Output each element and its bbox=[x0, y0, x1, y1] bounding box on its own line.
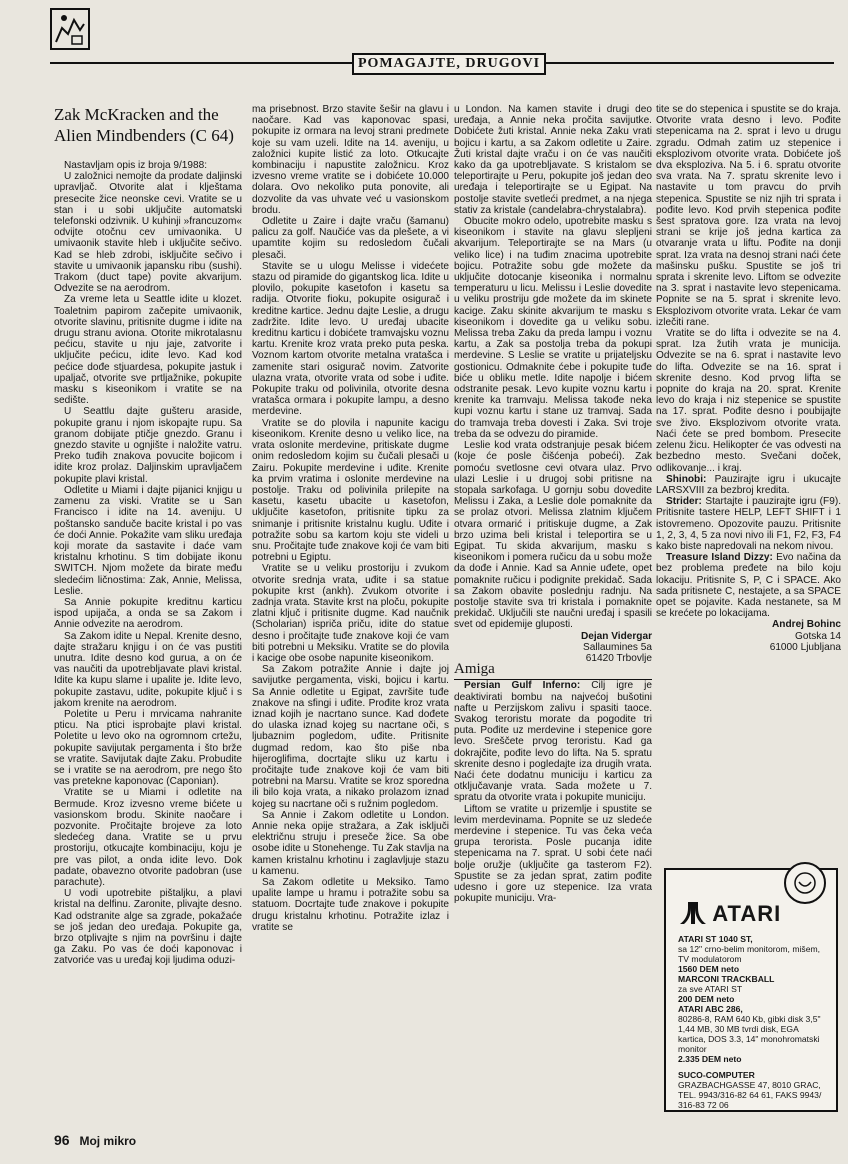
paragraph: U Seattlu dajte gušteru araside, pokupite granu i njom iskopajte rupu. Sa granom dobijate ptičje gnezdo. Granu i gnezdo stavite u ognjište i naložite vatru. Preko tuđih znakova povucite bojicom i idite kroz prolaz. Daljinskim upravljačem pokupite plavi kristal. bbox=[54, 406, 242, 485]
paragraph-text: Cilj igre je deaktivirati bombu na najvećoj bušotini nafte u Perzijskom zalivu i spasiti taoce. Svakog teroristu morate da pogodite tri puta. Pođite uz merdevine i stepenice gore levo. Sreščete prvog teroristu. Kad ga dokrajčite, pođite levo do lifta. Na 5. spratu skrenite desno i pogledajte iza drugih vrata. Naći ćete dodatnu municiju i karticu za otključavanje vrata. Sada možete u 7. spratu da otvorite vrata i pokupite municiju. bbox=[454, 680, 652, 804]
game-title: Treasure Island Dizzy: bbox=[666, 552, 773, 564]
paragraph bbox=[454, 680, 652, 803]
paragraph: Sa Annie i Zakom odletite u London. Annie neka opije stražara, a Zak isključi električnu struju i preseče žice. Sa obe osobe idite u Stonehenge. Tu Zak stavlja na kamen kristalnu krhotinu i zaglavljuje stazu u kamenu. bbox=[252, 809, 449, 877]
paragraph: Liftom se vratite u prizemlje i spustite se levim merdevinama. Popnite se uz sledeće merdevine i stepenice. Tu vas čeka veća grupa terorista. Posle pucanja idite stepenicama na 7. sprat. U sobi ćete naći bolje oružje (uključite ga tasterom F2). Spustite se za jedan sprat, zatim pođite udesno i gore uz stepenice. Iza vrata pokupite municiju. Vra- bbox=[454, 803, 652, 905]
game-title: Persian Gulf Inferno: bbox=[464, 680, 581, 692]
paragraph: Stavite se u ulogu Melisse i videćete stazu od piramide do gigantskog lica. Idite u plovilo, pokupite kasetofon i kasetu sa radija. Otvorite fioku, pokupite osigurač i kreditne kartice. Jednu dajte Leslie, a drugu zadržite. Idite levo. U uređaj ubacite kreditnu karticu i dobićete tramvajsku voznu kartu. Krenite kroz vrata preko puta peska. Voznom kartom otvorite metalna vratašca i zamenite stari osigurač novim. Zatvorite ulazna vrata, otvorite vrata od sobe i uđite. Pokupite traku od polivinila, otvorite desna vratašca ormara i pokupite lampu, a desno merdevine. bbox=[252, 260, 449, 418]
paragraph bbox=[656, 496, 841, 552]
paragraph: Sa Annie pokupite kreditnu karticu ispod upijača, a onda se sa Zakom i Annie odvezite na aerodrom. bbox=[54, 596, 242, 631]
magazine-name: Moj mikro bbox=[79, 1134, 137, 1148]
ad-line: sa 12" crno-belim monitorom, mišem, TV modulatorom bbox=[678, 944, 821, 964]
paragraph: Vratite se do lifta i odvezite se na 4. sprat. Iza žutih vrata je municija. Odvezite se na 6. sprat i nastavite levo do lifta. Odvezite se na 16. sprat i skrenite desno. Kod prvog lifta se popnite do kraja na 20. sprat. Krenite levo do kraja i niz stepenice se spustite na 17. sprat. Pođite desno i poubijajte sve živo. Eksplozivom otvorite vrata. Naći ćete se pred bombom. Presecite zelenu žicu. Helikopter će vas odvesti na bezbedno mesto. Svečani doček, odlikovanje... i kraj. bbox=[656, 328, 841, 474]
ad-line: GRAZBACHGASSE 47, 8010 GRAC, TEL. 9943/316-82 64 61, FAKS 9943/ 316-83 72 06 bbox=[678, 1080, 822, 1110]
ad-line: 200 DEM neto bbox=[678, 994, 735, 1004]
paragraph: tite se do stepenica i spustite se do kraja. Otvorite vrata desno i levo. Pođite stepenicama na 2. sprat i levo u drugu zgradu. Odmah zatim uz stepenice i eksplozivom otvorite vrata. Dobićete još dva eksploziva. Na 5. i 6. spratu otvorite sva vrata. Na 7. spratu skrenite levo i nastavite u tom pravcu do prvih stepenica. Spustite se niz njih tri sprata i pođite levo. Kod prvih stepenica pođite šest spratova gore. Iza vrata na levoj strani se krije još jedna kartica za otvaranje vrata u liftu. Pođite na donji sprat. Iza vrata na desnoj strani naći ćete mašinsku pušku. Spustite se još tri sprata i skrenite levo. Liftom se odvezite na 3. sprat i nastavite levo stepenicama. Popnite se na 5. sprat i skrenite levo. Eksplozivom otvorite vrata. Lekar će vam izlečiti rane. bbox=[656, 104, 841, 328]
column-2 bbox=[252, 104, 449, 1122]
paragraph: Leslie kod vrata odstranjuje pesak bićem (koje će posle čišćenja pobeći). Zak pomoću svetlosne cevi otvara ulaz. Prvo ulazi Leslie i u drugoj sobi pritisne na stopala sarkofaga. U gornju sobu dovedite Melissu i Zaka, a Leslie dole pomaknite da se prolaz otvori. Melissa zlatnim ključem otvara ormarić i pritiskuje dugme, a Zak brzo uzima beli kristal i teleportira se u Egipat. Tu skida akvarijum, masku s kiseonikom i pomera ručicu da u sobu može da dođe i Annie. Kad sa Annie uđete, opet pomaknite ručicu i podignite prekidač. Sada sa Zakom obavite poslednju radnju. Na postolje stavite sva tri kristala i pomaknite prekidač. Uključili ste naučni uređaj i spasili svet od epidemije gluposti. bbox=[454, 440, 652, 631]
page-number: 96 bbox=[54, 1132, 70, 1148]
ad-brand: ATARI bbox=[712, 901, 782, 926]
paragraph: Obucite mokro odelo, upotrebite masku s kiseonikom i stavite na glavu slepljeni akvarijum. Teleportirajte se na Mars (u veliko lice) i na tuđim znacima upotrebite bojicu. Potražite sobu gde možete da uključite dotocanje kiseonika i normalnu temperaturu u licu. Melissu i Leslie dovedite u veliku prostriju gde možete da im skinete kacige. Zaku skinite akvarijum te masku s kiseonikom i dovedite ga u veliku sobu. Melissa treba Zaku da preda lampu i voznu kartu, a Zak sa postolja treba da pokupi merdevine. S Leslie se vratite u prijateljsku gostionicu. Odmaknite ćebe i pokupite tuđe biće u obliku metle. Idite napolje i bićem odstranite pesak. Levo kupite voznu kartu i krenite ka tramvaju. Melissa takođe neka kupi voznu kartu i stane uz tramvaj. Sada do tramvaja treba dovesti i Zaka. Svi troje treba da se odvezu do piramide. bbox=[454, 216, 652, 440]
paragraph: Sa Zakom potražite Annie i dajte joj savijutke pergamenta, viski, bojicu i kartu. Sa Annie odletite u Egipat, završite tuđe znakove na sfingi i uđite. Prođite kroz vrata iznad kojih je nacrtano sunce. Kad dođete do ulaska iznad kojeg su nacrtane oči, s ljubaznim pogledom, uđite. Pritisnite dugmad redom, kao što piše nba hijeroglifima, docrtajte sliku uz kartu i pročitajte tuđe znakove koji će vam biti potrebni na Marsu. Vratite se kroz sporedna ili bilo koja vrata, a nikako prolazom iznad kojeg su nacrtane oči s ružnim pogledom. bbox=[252, 664, 449, 810]
amiga-heading: Amiga bbox=[454, 664, 652, 680]
ad-body bbox=[678, 934, 828, 1110]
paragraph: U založnici nemojte da prodate daljinski upravljač. Otvorite alat i klještama presecite žice neonske cevi. Vratite se u stan i u sobi uključite automatski telefonski odzivnik. U kuhinji »francuzom« odvijte otočnu cev umivaonika. U umivaonik stavite hleb i uključite sečivo. Kad se hleb zdrobi, isključite sečivo i stavite u umivaonik japansku ribu (sushi). Trakom (duct tape) povite akvarijum. Odvezite se na aerodrom. bbox=[54, 171, 242, 295]
ad-line: SUCO-COMPUTER bbox=[678, 1070, 755, 1080]
article-title: Zak McKracken and the Alien Mindbenders (C 64) bbox=[54, 105, 234, 145]
paragraph-text: Evo načina da bez problema pređete na bilo koju lokaciju. Pritisnite S, P, C i SPACE. Ako sada pritisnete C, nestajete, a sa SPACE opet se pojavite. Kada nestanete, sa M se krećete po lokacijama. bbox=[656, 552, 841, 620]
game-title: Strider: bbox=[666, 496, 702, 508]
paragraph: Nastavljam opis iz broja 9/1988: bbox=[64, 160, 208, 171]
author-street: Gotska 14 bbox=[794, 630, 841, 642]
column-3 bbox=[454, 104, 652, 1122]
paragraph: Odletite u Miami i dajte pijanici knjigu u zamenu za viski. Vratite se u San Francisco i idite na 14. aveniju. U poštansko sanduče bacite kristal i po vas će doći Annie. Pokažite vam sliku uređaja koji morate da sastavite i daće vam kristalnu krhotinu. S tim dobijate ikonu SWITCH. Njom možete da birate među sledećim ličnostima: Zak, Annie, Melissa, Leslie. bbox=[54, 484, 242, 597]
column-1 bbox=[54, 160, 242, 1136]
paragraph: Za vreme leta u Seattle idite u klozet. Toaletnim papirom začepite umivaonik, otvorite slavinu, pritisnite dugme i idite na drugu stranu aviona. Otorite mikrotalasnu pećicu, stavite u nju jaje, zatvorite i uključite pećicu, idite levo. Kad kod pećice dođe stjuardesa, pokupite jastuk i upaljač, otvorite sve prtljažnike, pokupite masku s kiseonikom i vratite se na sedište. bbox=[54, 294, 242, 407]
paragraph: Sa Zakom idite u Nepal. Krenite desno, dajte stražaru knjigu i on će vas pustiti unutra. Idite desno kod gurua, a on će vas naučiti da upotrebljavate plavi kristal. Idite ka kupu slame i upalite je. Idite levo, pokupite zastavu, udite, pokupite ključ i s jakom krenite na aerodrom. bbox=[54, 630, 242, 709]
section-title: POMAGAJTE, DRUGOVI bbox=[352, 53, 546, 75]
author-city: 61000 Ljubljana bbox=[769, 641, 841, 653]
paragraph bbox=[656, 552, 841, 619]
ad-line: za sve ATARI ST bbox=[678, 984, 743, 994]
ad-line: ATARI ST 1040 ST, bbox=[678, 934, 753, 944]
ad-line: 80286-8, RAM 640 Kb, gibki disk 3,5" 1,44 MB, 30 MB tvrdi disk, EGA kartica, DOS 3.3, 14" monohromatski monitor bbox=[678, 1014, 821, 1054]
paragraph: Odletite u Zaire i dajte vraču (šamanu) palicu za golf. Naučiće vas da plešete, a vi upamtite kojim su redosledom čučali plesači. bbox=[252, 216, 449, 261]
paragraph: Sa Zakom odletite u Meksiko. Tamo upalite lampe u hramu i potražite sobu sa statuom. Docrtajte tuđe znakove i pokupite drugu kristalnu krhotinu. Potražite izlaz i vratite se bbox=[252, 877, 449, 933]
paragraph: U vodi upotrebite pištaljku, a plavi kristal na delfinu. Zaronite, plivajte desno. Kad odstranite alge sa zgrade, pokažaće se još jedan deo uređaja. Pokupite ga, brzo otplivajte s njim na površinu i dajte ga Zaku. Po vas će doći kaponovac i zatvoriće vas u uređaj koji ljudima oduzi- bbox=[54, 888, 242, 967]
author-name: Dejan Vidergar bbox=[580, 630, 652, 642]
advertisement bbox=[664, 868, 838, 1112]
paragraph-text: Pauzirajte igru i ukucajte LARSXVIII za bezbroj kredita. bbox=[656, 473, 841, 496]
author-name: Andrej Bohinc bbox=[772, 619, 841, 631]
paragraph: Vratite se u veliku prostoriju i zvukom otvorite srednja vrata, uđite i sa statue pokupite krst (ankh). Zvukom otvorite i zadnja vrata. Stavite krst na ploču, pokupite zlatni ključ i pritisnite dugme. Kad naučnik (Scholarian) ispriča priču, idite do statue desno i pročitajte tuđe znakove koji će vam biti potrebni u Meksiku. Vratite se do plovila i kacige obe osobe napunite kiseonikom. bbox=[252, 563, 449, 664]
ad-line: MARCONI TRACKBALL bbox=[678, 974, 775, 984]
section-logo-icon bbox=[50, 8, 90, 50]
paragraph bbox=[656, 474, 841, 496]
author-street: Sallaumines 5a bbox=[582, 641, 652, 653]
atari-logo-icon bbox=[680, 902, 781, 924]
game-title: Shinobi: bbox=[666, 473, 707, 485]
ad-line: 2.335 DEM neto bbox=[678, 1054, 742, 1064]
ad-line: 1560 DEM neto bbox=[678, 964, 740, 974]
paragraph: u London. Na kamen stavite i drugi deo uređaja, a Annie neka pročita savijutke. Dobićete žuti kristal. Annie neka Zaku vrati bojicu i kartu, a sa Zakom odletite u Zaire. Žuti kristal dajte vraču i on će vas naučiti kako da ga upotrebljavate. S kristalom se teleportirajte u Peru, pokupite još jedan deo uređaja i teleportirajte se u Egipat. Na postolje stavite svetleći predmet, a na njega stativ za kristale (candelabra-chrystalabra). bbox=[454, 104, 652, 216]
paragraph: ma prisebnost. Brzo stavite šešir na glavu i naočare. Kad vas kaponovac spasi, pokupite iz ormara na levoj strani predmete koje su vam uzeli. Idite na 14. aveniju, u založnici kupite listić za loto. Otkucajte kombinaciju i napustite založnicu. Kroz izvesno vreme vratite se i dobićete 10.000 dolara. Ovo nekoliko puta ponovite, ali dozvolite da vas uhvate već u vasionskom brodu. bbox=[252, 104, 449, 216]
paragraph: Vratite se u Miami i odletite na Bermude. Kroz izvesno vreme bićete u vasionskom brodu. Skinite naočare i pozvonite. Pročitajte brojeve za loto sledećeg dana. Vratite se u prvu prostoriju, otkucajte kombinaciju, koju je pre vas pilot, a onda idite levo. Dok padate, obavezno otvorite padobran (use parachute). bbox=[54, 787, 242, 888]
page-footer bbox=[54, 1132, 136, 1148]
author-city: 61420 Trbovlje bbox=[585, 652, 652, 664]
column-4 bbox=[656, 104, 841, 764]
ad-line: ATARI ABC 286, bbox=[678, 1004, 743, 1014]
paragraph: Vratite se do plovila i napunite kacigu kiseonikom. Krenite desno u veliko lice, na vrata oslonite merdevine, pritiskate dugme onim redosledom kojim su čučali plesači u Zairu. Pokupite merdevine i uđite. Krenite ka prvim vratima i oslonite merdevine na postolje. Traku od polivinila prilepite na kasetu, kasetu ubacite u kasetofon, uključite kasetofon, pritisnite tipku za snimanje i pritisnite kristalnu kuglu. Uđite i potražite sobu sa kartom koju ste videli u snu. Pročitajte tuđe znakove koji će vam biti potrebni u Egiptu. bbox=[252, 417, 449, 564]
paragraph-text: Startajte i pauzirajte igru (F9). Pritisnite tastere HELP, LEFT SHIFT i 1 istovremeno. Opozovite pauzu. Pritisnite 1, 2, 3, 4, 5 za novi nivo ili F1, F2, F3, F4 kako biste napredovali na nekom nivou. bbox=[656, 496, 841, 552]
paragraph: Poletite u Peru i mrvicama nahranite pticu. Na ptici isprobajte plavi kristal. Poletite u levo oko na ogromnom crtežu, pokupite savijutak pergamenta i što brže se vratite. Savijutak dajte Zaku. Probudite se i vratite se na aerodrom, pre nego što vas pretekne kaponovac (Caponian). bbox=[54, 708, 242, 788]
suco-logo-icon bbox=[782, 860, 828, 906]
